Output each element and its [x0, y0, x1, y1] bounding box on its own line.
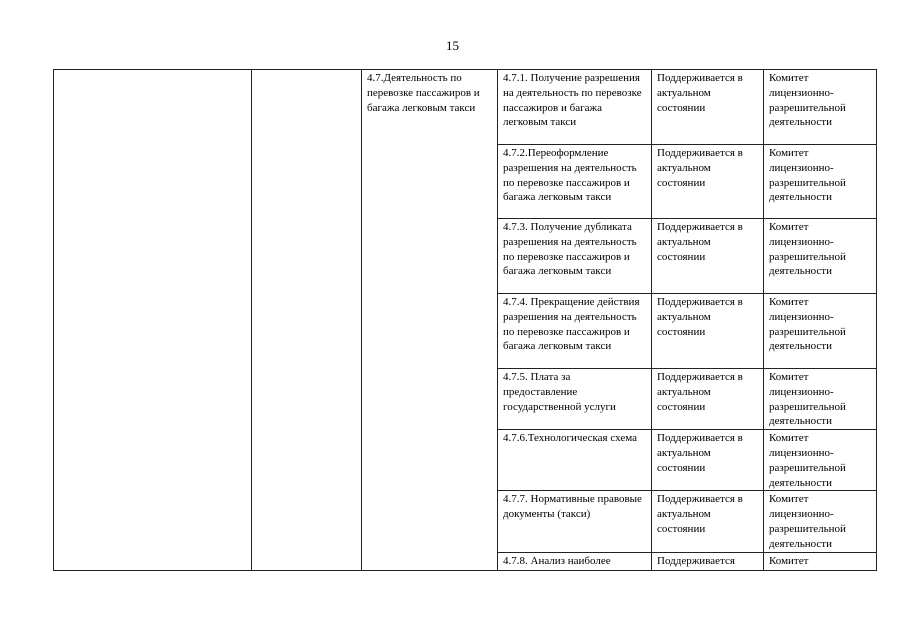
category-cell: [362, 70, 498, 571]
status-cell: [652, 294, 764, 369]
responsible-cell: [764, 369, 877, 430]
status-text: Поддерживается в актуальном состоянии: [657, 493, 743, 535]
service-text: 4.7.6.Технологическая схема: [503, 432, 637, 445]
services-table: [53, 69, 877, 571]
responsible-cell: [764, 294, 877, 369]
status-cell: [652, 369, 764, 430]
service-cell: [498, 219, 652, 294]
service-text: 4.7.4. Прекращение действия разрешения на деятельность по перевозке пассажиров и багажа легковым такси: [503, 296, 640, 353]
status-text: Поддерживается в актуальном состоянии: [657, 432, 743, 474]
service-text: 4.7.3. Получение дубликата разрешения на деятельность по перевозке пассажиров и багажа легковым такси: [503, 221, 637, 278]
service-text: 4.7.8. Анализ наиболее: [503, 554, 611, 567]
service-cell: [498, 552, 652, 570]
service-text: 4.7.2.Переоформление разрешения на деятельность по перевозке пассажиров и багажа легковым такси: [503, 147, 637, 204]
responsible-cell: [764, 552, 877, 570]
status-cell: [652, 491, 764, 552]
responsible-text: Комитет: [769, 554, 809, 567]
responsible-cell: [764, 491, 877, 552]
service-text: 4.7.5. Плата за предоставление государственной услуги: [503, 371, 616, 413]
service-cell: [498, 491, 652, 552]
table-row: [54, 70, 877, 145]
empty-cell-col1: [54, 70, 252, 571]
status-cell: [652, 552, 764, 570]
status-text: Поддерживается в актуальном состоянии: [657, 371, 743, 413]
status-text: Поддерживается в актуальном состоянии: [657, 72, 743, 114]
service-text: 4.7.7. Нормативные правовые документы (такси): [503, 493, 642, 521]
responsible-text: Комитет лицензионно-разрешительной деятельности: [769, 147, 846, 204]
responsible-text: Комитет лицензионно-разрешительной деятельности: [769, 72, 846, 129]
page-number: 15: [446, 38, 459, 53]
responsible-cell: [764, 145, 877, 219]
status-text: Поддерживается в актуальном состоянии: [657, 296, 743, 338]
responsible-cell: [764, 219, 877, 294]
status-text: Поддерживается в актуальном состоянии: [657, 221, 743, 263]
status-cell: [652, 219, 764, 294]
status-text: Поддерживается в актуальном состоянии: [657, 147, 743, 189]
service-cell: [498, 145, 652, 219]
status-text: Поддерживается: [657, 554, 735, 567]
responsible-cell: [764, 70, 877, 145]
responsible-cell: [764, 430, 877, 491]
service-cell: [498, 294, 652, 369]
status-cell: [652, 70, 764, 145]
service-cell: [498, 369, 652, 430]
responsible-text: Комитет лицензионно-разрешительной деятельности: [769, 296, 846, 353]
responsible-text: Комитет лицензионно-разрешительной деятельности: [769, 221, 846, 278]
status-cell: [652, 430, 764, 491]
service-cell: [498, 70, 652, 145]
responsible-text: Комитет лицензионно-разрешительной деятельности: [769, 432, 846, 489]
service-text: 4.7.1. Получение разрешения на деятельность по перевозке пассажиров и багажа легковым такси: [503, 72, 642, 129]
responsible-text: Комитет лицензионно-разрешительной деятельности: [769, 493, 846, 550]
status-cell: [652, 145, 764, 219]
service-cell: [498, 430, 652, 491]
responsible-text: Комитет лицензионно-разрешительной деятельности: [769, 371, 846, 428]
category-text: 4.7.Деятельность по перевозке пассажиров и багажа легковым такси: [367, 72, 480, 114]
empty-cell-col2: [252, 70, 362, 571]
